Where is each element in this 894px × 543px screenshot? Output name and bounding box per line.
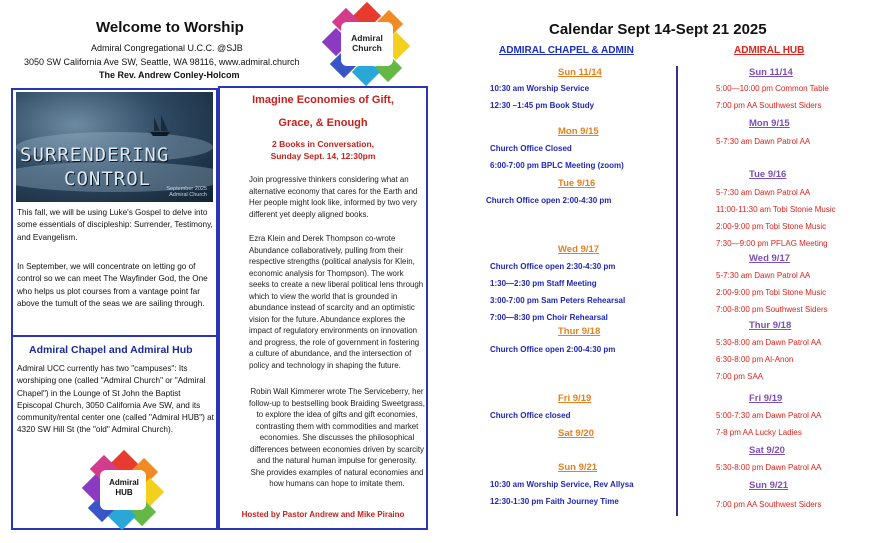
hub-date: Sun 9/21: [749, 480, 789, 491]
chapel-event: 1:30—2:30 pm Staff Meeting: [490, 279, 597, 288]
church-logo-text: Admiral Church: [351, 33, 383, 53]
admiral-church-logo: [326, 6, 408, 82]
hub-event: 6:30-8:00 pm Al-Anon: [716, 355, 794, 364]
chapel-event: 7:00—8:30 pm Choir Rehearsal: [490, 313, 608, 322]
book-event-host: Hosted by Pastor Andrew and Mike Piraino: [241, 510, 405, 519]
intro-paragraph-1: This fall, we will be using Luke's Gospel to delve into some essentials of discipleship: Surrender, Testimony, and Evangelism.: [17, 208, 213, 242]
book-event-title-line2: Grace, & Enough: [278, 117, 368, 129]
book-event-paragraph-3: Robin Wall Kimmerer wrote The Serviceberry, her follow-up to bestselling book Braiding Sweetgrass, to explore the idea of gifts and gift economies, contrasting them with commodities and market economies. She discusses the philosophical differences between economies driven by scarcity and the natural human impulse for generosity. She provides examples of natural economies and how humans can hope to imitate them.: [249, 387, 425, 488]
hub-event: 7:00-8:00 pm Southwest Siders: [716, 305, 828, 314]
church-name: Admiral Congregational U.C.C. @SJB: [91, 43, 243, 53]
hub-event: 2:00-9:00 pm Tobi Stone Music: [716, 222, 827, 231]
book-event-title-line1: Imagine Economies of Gift,: [252, 94, 394, 106]
page-title: Welcome to Worship: [96, 19, 244, 36]
hub-date: Wed 9/17: [749, 253, 791, 264]
hub-event: 11:00-11:30 am Tobi Stonie Music: [716, 205, 836, 214]
surrendering-control-image: [16, 92, 213, 202]
book-event-paragraph-2: Ezra Klein and Derek Thompson co-wrote Abundance collaboratively, pulling from their respective strengths (political analysis for Klein, economic analysis for Thompson). The work seeks to create a new liberal political lens through which to view the world that is grounded in abundance instead of scarcity and an optimistic vision for the future. Abundance explores the impact of regulatory environments on innovation and progress, the role of government in fostering a culture of abundance, and the intersection of policy and technology in shaping the future.: [249, 234, 424, 370]
calendar-title: Calendar Sept 14-Sept 21 2025: [549, 21, 767, 38]
chapel-event: 10:30 am Worship Service: [490, 84, 590, 93]
chapel-date: Sun 11/14: [558, 67, 602, 78]
hub-event: 5:00-7:30 am Dawn Patrol AA: [716, 411, 822, 420]
hub-event: 7:00 pm SAA: [716, 372, 764, 381]
chapel-date: Thur 9/18: [558, 326, 601, 337]
intro-paragraph-2: In September, we will concentrate on letting go of control so we can meet The Wayfinder God, the One who helps us plot courses from a vantage point far above the tumult of the seas we are sailing through.: [17, 262, 208, 308]
chapel-event: Church Office open 2:00-4:30 pm: [490, 345, 616, 354]
chapel-event: Church Office open 2:00-4:30 pm: [486, 196, 612, 205]
hero-title-line1: SURRENDERING: [20, 144, 170, 166]
chapel-event: 12:30 –1:45 pm Book Study: [490, 101, 595, 110]
church-address: 3050 SW California Ave SW, Seattle, WA 98116, www.admiral.church: [24, 57, 300, 67]
chapel-event: 10:30 am Worship Service, Rev Allysa: [490, 480, 634, 489]
hub-date: Sun 11/14: [749, 67, 793, 78]
book-event-datetime: Sunday Sept. 14, 12:30pm: [270, 151, 376, 161]
hub-section-body: Admiral UCC currently has two "campuses": Its worshiping one (called "Admiral Church" or "Admiral Chapel") in the Lounge of St John the Baptist Episcopal Church, 3050 California Ave SW, and its community/rental center one (called "Admiral HUB") at 4320 SW Hill St (the "old" Admiral Church).: [17, 364, 214, 435]
book-event-paragraph-1: Join progressive thinkers considering what an alternative economy that cares for the Earth and Her people might look like, informed by two very different yet deeply aligned books.: [249, 175, 418, 219]
hub-date: Sat 9/20: [749, 445, 785, 456]
hub-event: 7-8 pm AA Lucky Ladies: [716, 428, 802, 437]
hub-event: 5-7:30 am Dawn Patrol AA: [716, 137, 811, 146]
ship-icon: [146, 114, 174, 138]
hero-caption: September 2025 Admiral Church: [166, 186, 207, 198]
chapel-date: Mon 9/15: [558, 126, 599, 137]
hub-event: 5-7:30 am Dawn Patrol AA: [716, 188, 811, 197]
chapel-event: Church Office closed: [490, 411, 571, 420]
hub-date: Fri 9/19: [749, 393, 783, 404]
hub-event: 5:30-8:00 pm Dawn Patrol AA: [716, 463, 822, 472]
hub-date: Mon 9/15: [749, 118, 790, 129]
hub-event: 7:00 pm AA Southwest Siders: [716, 101, 822, 110]
hub-event: 5:00—10:00 pm Common Table: [716, 84, 829, 93]
hub-event: 2:00-9:00 pm Tobi Stone Music: [716, 288, 827, 297]
pastor-name: The Rev. Andrew Conley-Holcom: [99, 70, 240, 80]
chapel-date: Tue 9/16: [558, 178, 596, 189]
hub-event: 7:00 pm AA Southwest Siders: [716, 500, 822, 509]
chapel-event: 3:00-7:00 pm Sam Peters Rehearsal: [490, 296, 626, 305]
book-event-subtitle: 2 Books in Conversation,: [271, 139, 375, 149]
chapel-date: Fri 9/19: [558, 393, 592, 404]
chapel-event: Church Office open 2:30-4:30 pm: [490, 262, 616, 271]
hero-title-line2: CONTROL: [64, 168, 152, 190]
chapel-event: 12:30-1:30 pm Faith Journey Time: [490, 497, 619, 506]
hub-event: 7:30—9:00 pm PFLAG Meeting: [716, 239, 828, 248]
hub-date: Tue 9/16: [749, 169, 787, 180]
hub-event: 5-7:30 am Dawn Patrol AA: [716, 271, 811, 280]
column-divider: [676, 66, 678, 516]
chapel-date: Sun 9/21: [558, 462, 598, 473]
hub-date: Thur 9/18: [749, 320, 792, 331]
chapel-date: Sat 9/20: [558, 428, 594, 439]
chapel-date: Wed 9/17: [558, 244, 600, 255]
hub-event: 5:30-8:00 am Dawn Patrol AA: [716, 338, 822, 347]
hub-section-title: Admiral Chapel and Admiral Hub: [29, 344, 193, 356]
chapel-event: Church Office Closed: [490, 144, 572, 153]
chapel-column-heading: ADMIRAL CHAPEL & ADMIN: [499, 45, 634, 56]
chapel-event: 6:00-7:00 pm BPLC Meeting (zoom): [490, 161, 624, 170]
admiral-hub-logo: [86, 454, 160, 526]
hub-logo-text: Admiral HUB: [109, 478, 139, 497]
hub-column-heading: ADMIRAL HUB: [734, 45, 805, 56]
